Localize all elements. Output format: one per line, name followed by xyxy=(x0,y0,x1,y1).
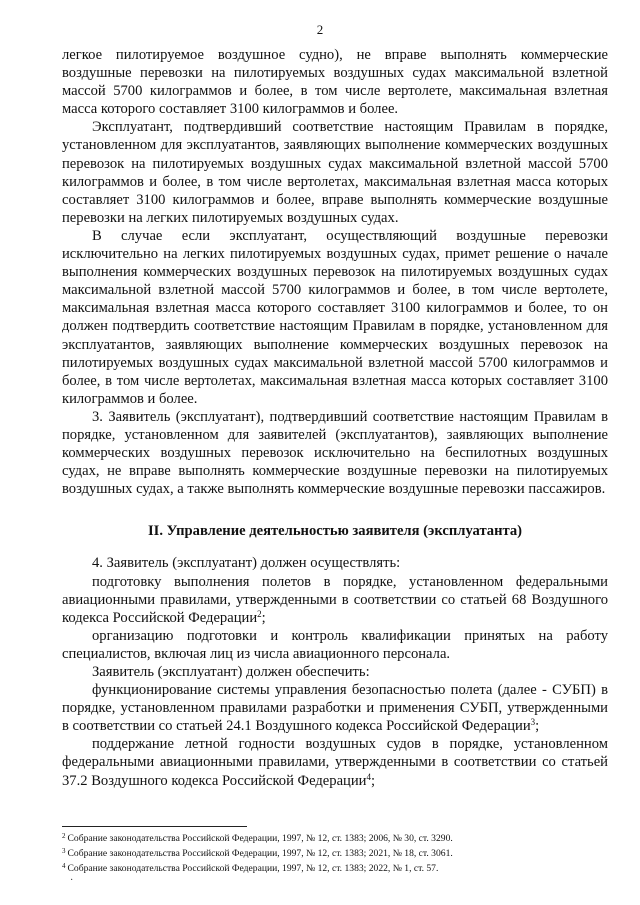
section-heading: II. Управление деятельностью заявителя (эксплуатанта) xyxy=(147,523,523,540)
paragraph-light-aircraft-case: В случае если эксплуатант, осуществляющий воздушные перевозки исключительно на легких пилотируемых воздушных судах, примет решение о начале выполнения коммерческих воздушных перевозок на пилотируемых воздушных судах максимальной взлетной массой 5700 килограммов и более, в том числе вертолете, максимальная взлетная масса которого составляет 3100 килограммов и более, то он должен подтвердить соответствие настоящим Правилам в порядке, установленном для эксплуатантов, заявляющих выполнение коммерческих воздушных перевозок на пилотируемых воздушных судах максимальной взлетной массой 5700 килограммов и более, в том числе вертолетах, максимальная взлетная масса которых составляет 3100 килограммов и более. xyxy=(62,227,608,407)
footnote-ref-3: 3 xyxy=(530,717,536,728)
document-body xyxy=(62,46,608,790)
stray-mark: · xyxy=(70,875,74,886)
paragraph-flight-preparation: подготовку выполнения полетов в порядке, установленном федеральными авиационными правилами, утвержденными в соответствии со статьей 68 Воздушного кодекса Российской Федерации$^2$; xyxy=(62,573,608,626)
paragraph-must-ensure: Заявитель (эксплуатант) должен обеспечить: xyxy=(92,664,370,680)
footnote-item: $^3$ Собрание законодательства Российской Федерации, 1997, № 12, ст. 1383; 2021, № 18, ст. 3061. xyxy=(62,847,453,859)
footnotes xyxy=(62,830,608,875)
page-number: 2 xyxy=(316,22,324,37)
footnote-item: $^2$ Собрание законодательства Российской Федерации, 1997, № 12, ст. 1383; 2006, № 30, ст. 3290. xyxy=(62,832,453,844)
paragraph-item-3: 3. Заявитель (эксплуатант), подтвердивший соответствие настоящим Правилам в порядке, установленном для заявителей (эксплуатантов), заявляющих выполнение коммерческих воздушных перевозок исключительно на беспилотных воздушных судах, не вправе выполнять коммерческие воздушные перевозки на пилотируемых воздушных судах, а также выполнять коммерческие воздушные перевозки пассажиров. xyxy=(62,408,608,498)
paragraph-airworthiness: поддержание летной годности воздушных судов в порядке, установленном федеральными авиационными правилами, утвержденными в соответствии со статьей 37.2 Воздушного кодекса Российской Федерации$^4$; xyxy=(62,736,608,789)
paragraph-training: организацию подготовки и контроль квалификации принятых на работу специалистов, включая лиц из числа авиационного персонала. xyxy=(62,627,608,662)
paragraph-sms: функционирование системы управления безопасностью полета (далее - СУБП) в порядке, установленном правилами разработки и применения СУБП, утвержденными в соответствии со статьей 24.1 Воздушного кодекса Российской Федерации$^3$; xyxy=(62,682,608,735)
footnote-ref-2: 2 xyxy=(257,608,262,619)
paragraph-item-4: 4. Заявитель (эксплуатант) должен осуществлять: xyxy=(92,555,401,572)
paragraph-continuation: легкое пилотируемое воздушное судно), не вправе выполнять коммерческие воздушные перевозки на пилотируемых воздушных судах максимальной взлетной массой 5700 килограммов и более, в том числе вертолете, максимальная взлетная масса которого составляет 3100 килограммов и более. xyxy=(62,47,608,118)
paragraph-operator-rights: Эксплуатант, подтвердивший соответствие настоящим Правилам в порядке, установленном для эксплуатантов, заявляющих выполнение коммерческих воздушных перевозок на пилотируемых воздушных судах максимальной взлетной массой 5700 килограммов и более, в том числе вертолетах, максимальная взлетная масса которых составляет 3100 килограммов и более, вправе выполнять коммерческие воздушные перевозки на легких пилотируемых воздушных судах. xyxy=(62,119,608,226)
footnote-divider xyxy=(62,826,247,827)
footnote-ref-4: 4 xyxy=(366,771,371,782)
footnote-item: $^4$ Собрание законодательства Российской Федерации, 1997, № 12, ст. 1383; 2022, № 1, ст. 57. xyxy=(62,862,439,874)
